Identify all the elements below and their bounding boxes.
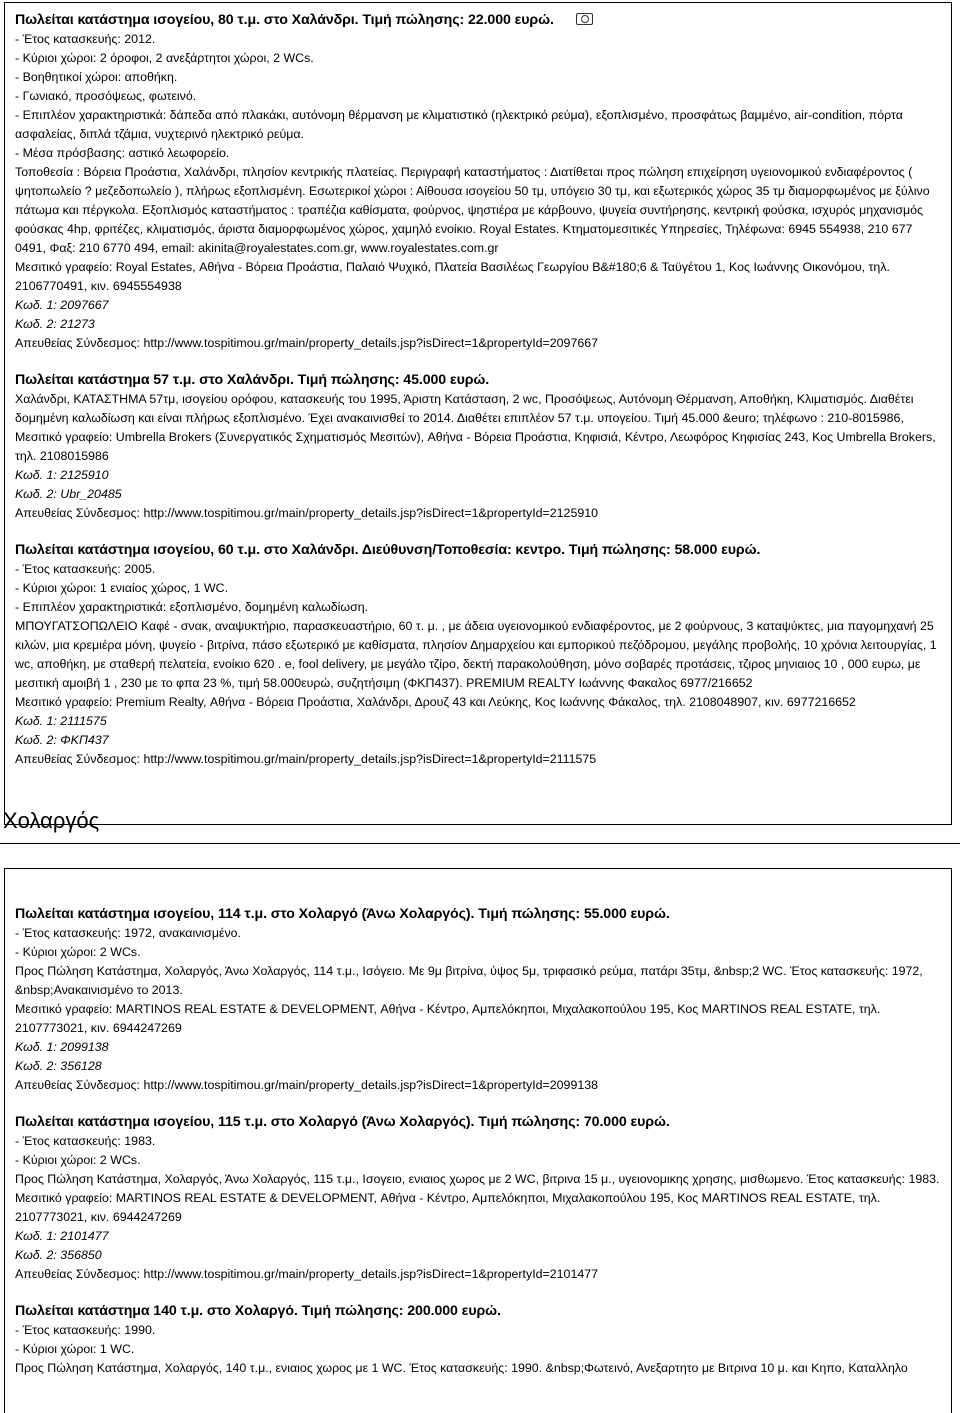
listing-agency: Μεσιτικό γραφείο: MARTINOS REAL ESTATE & DEVELOPMENT, Αθήνα - Κέντρο, Αμπελόκηποι, Μιχαλακοπούλου 195, Κος MARTINOS REAL ESTATE, τηλ. 2107773021, κιν. 6944247269: [15, 1191, 881, 1224]
listing-detail: - Έτος κατασκευής: 2012.: [15, 32, 156, 46]
listing-agency: Μεσιτικό γραφείο: Umbrella Brokers (Συνεργατικός Σχηματισμός Μεσιτών), Αθήνα - Βόρεια Προάστια, Κηφισιά, Κέντρο, Λεωφόρος Κηφισίας 243, Κος Umbrella Brokers, τηλ. 2108015986: [15, 430, 936, 463]
camera-icon[interactable]: [576, 13, 593, 25]
listing-description: Τοποθεσία : Βόρεια Προάστια, Χαλάνδρι, πλησίον κεντρικής πλατείας. Περιγραφή καταστήματος : Διατίθεται προς πώληση επιχείρηση υγειονομικού ενδιαφέροντος ( ψητοπωλείο ? μεζεδοπωλείο ), πλήρως εξοπλισμένη. Εσωτερικοί χώροι : Αίθουσα ισογείου 50 τμ, υπόγειο 30 τμ, και εξωτερικός χώρος 35 τμ διαμορφωμένος με ξύλινο πάτωμα και πέργκολα. Εξοπλισμός καταστήματος : τραπέζια καθίσματα, φούρνος, ψηστιέρα με κάρβουνο, ψυγεία συντήρησης, κεντρική φούσκα, ισχυρός μηχανισμός φούσκας 4hp, φριτέζες, κλιματισμός, άριστα διαμορφωμένος χώρος, χαμηλό ενοίκιο. Royal Estates. Κτηματομεσιτικές Υπηρεσίες, Τηλέφωνα: 6945 554938, 210 677 0491, Φαξ: 210 6770 494, email: akinita@royalestates.com.gr, www.royalestates.com.gr: [15, 165, 930, 255]
listing-detail: - Επιπλέον χαρακτηριστικά: δάπεδα από πλακάκι, αυτόνομη θέρμανση με κλιματιστικό (ηλεκτρικό ρεύμα), εξοπλισμένο, προσφάτως βαμμένο, air-condition, πόρτα ασφαλείας, διπλά τζάμια, νυχτερινό ηλεκτρικό ρεύμα.: [15, 108, 903, 141]
listing-code-1: Κωδ. 1: 2101477: [15, 1229, 109, 1243]
listing-direct-link[interactable]: Απευθείας Σύνδεσμος: http://www.tospitimou.gr/main/property_details.jsp?isDirect=1&propertyId=2125910: [15, 506, 599, 520]
listing-direct-link[interactable]: Απευθείας Σύνδεσμος: http://www.tospitimou.gr/main/property_details.jsp?isDirect=1&propertyId=2101477: [15, 1267, 599, 1281]
listing-detail: - Επιπλέον χαρακτηριστικά: εξοπλισμένο, δομημένη καλωδίωση.: [15, 600, 369, 614]
listing-detail: - Κύριοι χώροι: 1 ενιαίος χώρος, 1 WC.: [15, 581, 229, 595]
listing-detail: - Κύριοι χώροι: 2 όροφοι, 2 ανεξάρτητοι χώροι, 2 WCs.: [15, 51, 314, 65]
section-divider: [0, 843, 960, 844]
listing-direct-link[interactable]: Απευθείας Σύνδεσμος: http://www.tospitimou.gr/main/property_details.jsp?isDirect=1&propertyId=2111575: [15, 752, 597, 766]
listing-title: Πωλείται κατάστημα ισογείου, 80 τ.μ. στο Χαλάνδρι. Τιμή πώλησης: 22.000 ευρώ.: [15, 11, 941, 30]
listing-description: Προς Πώληση Κατάστημα, Χολαργός, Άνω Χολαργός, 115 τ.μ., Ισογειο, ενιαιος χωρος με 2 WC, βιτρινα 15 μ., υγειονομικης χρησης, μισθωμενο. Έτος κατασκευής: 1983.: [15, 1172, 940, 1186]
listing-card: [15, 1113, 941, 1284]
listing-direct-link[interactable]: Απευθείας Σύνδεσμος: http://www.tospitimou.gr/main/property_details.jsp?isDirect=1&propertyId=2099138: [15, 1078, 599, 1092]
listing-description: Προς Πώληση Κατάστημα, Χολαργός, Άνω Χολαργός, 114 τ.μ., Ισόγειο. Με 9μ βιτρίνα, ύψος 5μ, τριφασικό ρεύμα, πατάρι 35τμ, &nbsp;2 WC. Έτος κατασκευής: 1972, &nbsp;Ανακαινισμένο το 2013.: [15, 964, 923, 997]
listing-title: Πωλείται κατάστημα ισογείου, 115 τ.μ. στο Χολαργό (Άνω Χολαργός). Τιμή πώλησης: 70.000 ευρώ.: [15, 1114, 670, 1130]
listing-detail: - Έτος κατασκευής: 1983.: [15, 1134, 156, 1148]
listing-code-2: Κωδ. 2: 356128: [15, 1059, 102, 1073]
listing-detail: - Έτος κατασκευής: 2005.: [15, 562, 156, 576]
listing-code-1: Κωδ. 1: 2111575: [15, 714, 107, 728]
listing-code-2: Κωδ. 2: 21273: [15, 317, 95, 331]
listing-detail: - Κύριοι χώροι: 2 WCs.: [15, 945, 141, 959]
listing-code-2: Κωδ. 2: Ubr_20485: [15, 487, 122, 501]
listing-agency: Μεσιτικό γραφείο: MARTINOS REAL ESTATE & DEVELOPMENT, Αθήνα - Κέντρο, Αμπελόκηποι, Μιχαλακοπούλου 195, Κος MARTINOS REAL ESTATE, τηλ. 2107773021, κιν. 6944247269: [15, 1002, 881, 1035]
listing-detail: - Έτος κατασκευής: 1972, ανακαινισμένο.: [15, 926, 242, 940]
listing-description: ΜΠΟΥΓΑΤΣΟΠΩΛΕΙΟ Καφέ - σνακ, αναψυκτήριο, παρασκευαστήριο, 60 τ. μ. , με άδεια υγειονομικού ενδιαφέροντος, με 2 φούρνους, 3 καταψύκτες, μια παγομηχανή 25 κιλών, μια κρεμιέρα μόνη, ψυγείο - βιτρίνα, πάσο εξωτερικό με καθίσματα, πλησίον Δημαρχείου και εμπορικού πεζόδρομου, μεγάλης προβολής, 10 χρόνια λειτουργίας, 1 wc, αποθήκη, με σταθερή πελατεία, ενοίκιο 620 . e, fool delivery, με μεγάλο τζίρο, δεκτή παρακολούθηση, μόνο σοβαρές προτάσεις, τζιρος μηνιαιος 10 , 000 ευρω, με μεσιτική αμοιβή 1 , 230 με το φπα 23 %, τιμή 58.000ευρώ, συζητήσιμη (ΦΚΠ437). PREMIUM REALTY Ιωάννης Φακαλος 6977/216652: [15, 619, 937, 690]
listing-agency: Μεσιτικό γραφείο: Royal Estates, Αθήνα - Βόρεια Προάστια, Παλαιό Ψυχικό, Πλατεία Βασιλέως Γεωργίου Β&#180;6 & Ταϋγέτου 1, Κος Ιωάννης Οικονόμου, τηλ. 2106770491, κιν. 6945554938: [15, 260, 890, 293]
listing-card: [15, 11, 941, 353]
listing-title: Πωλείται κατάστημα 57 τ.μ. στο Χαλάνδρι. Τιμή πώλησης: 45.000 ευρώ.: [15, 372, 490, 388]
listing-title: Πωλείται κατάστημα ισογείου, 114 τ.μ. στο Χολαργό (Άνω Χολαργός). Τιμή πώλησης: 55.000 ευρώ.: [15, 906, 670, 922]
listing-detail: - Κύριοι χώροι: 1 WC.: [15, 1342, 135, 1356]
listing-code-1: Κωδ. 1: 2099138: [15, 1040, 109, 1054]
listing-code-2: Κωδ. 2: ΦΚΠ437: [15, 733, 109, 747]
listing-detail: - Μέσα πρόσβασης: αστικό λεωφορείο.: [15, 146, 230, 160]
listing-detail: - Κύριοι χώροι: 2 WCs.: [15, 1153, 141, 1167]
listings-box-chalandri: [4, 2, 952, 825]
listing-title: Πωλείται κατάστημα 140 τ.μ. στο Χολαργό. Τιμή πώλησης: 200.000 ευρώ.: [15, 1303, 501, 1319]
listing-description: Χαλάνδρι, ΚΑΤΑΣΤΗΜΑ 57τμ, ισογείου ορόφου, κατασκευής του 1995, Άριστη Κατάσταση, 2 wc, Προσόψεως, Αυτόνομη Θέρμανση, Αποθήκη, Κλιματισμός. Διαθέτει δομημένη καλωδίωση και είναι πλήρως εξοπλισμένο. Έχει ανακαινισθεί το 2014. Διαθέτει επιπλέον 57 τ.μ. υπογείου. Τιμή 45.000 &euro; τηλέφωνο : 210-8015986,: [15, 392, 914, 425]
listings-box-cholargos: [4, 868, 952, 1413]
listing-code-1: Κωδ. 1: 2097667: [15, 298, 109, 312]
listing-card: [15, 541, 941, 769]
listing-title: Πωλείται κατάστημα ισογείου, 60 τ.μ. στο Χαλάνδρι. Διεύθυνση/Τοποθεσία: κεντρο. Τιμή πώλησης: 58.000 ευρώ.: [15, 542, 761, 558]
listing-card: [15, 905, 941, 1095]
listing-detail: - Βοηθητικοί χώροι: αποθήκη.: [15, 70, 178, 84]
listing-detail: - Έτος κατασκευής: 1990.: [15, 1323, 156, 1337]
listing-card: [15, 371, 941, 523]
listing-agency: Μεσιτικό γραφείο: Premium Realty, Αθήνα - Βόρεια Προάστια, Χαλάνδρι, Δρουζ 43 και Λεύκης, Κος Ιωάννης Φάκαλος, τηλ. 2108048907, κιν. 6977216652: [15, 695, 856, 709]
listing-detail: - Γωνιακό, προσόψεως, φωτεινό.: [15, 89, 197, 103]
listing-direct-link[interactable]: Απευθείας Σύνδεσμος: http://www.tospitimou.gr/main/property_details.jsp?isDirect=1&propertyId=2097667: [15, 336, 599, 350]
section-title: Χολαργός: [3, 808, 100, 833]
listing-description: Προς Πώληση Κατάστημα, Χολαργός, 140 τ.μ., ενιαιος χωρος με 1 WC. Έτος κατασκευής: 1990. &nbsp;Φωτεινό, Ανεξαρτητο με Βιτρινα 10 μ. και Κηπο, Καταλληλο: [15, 1361, 908, 1375]
listing-code-2: Κωδ. 2: 356850: [15, 1248, 102, 1262]
listing-code-1: Κωδ. 1: 2125910: [15, 468, 109, 482]
listing-card: [15, 1302, 941, 1378]
